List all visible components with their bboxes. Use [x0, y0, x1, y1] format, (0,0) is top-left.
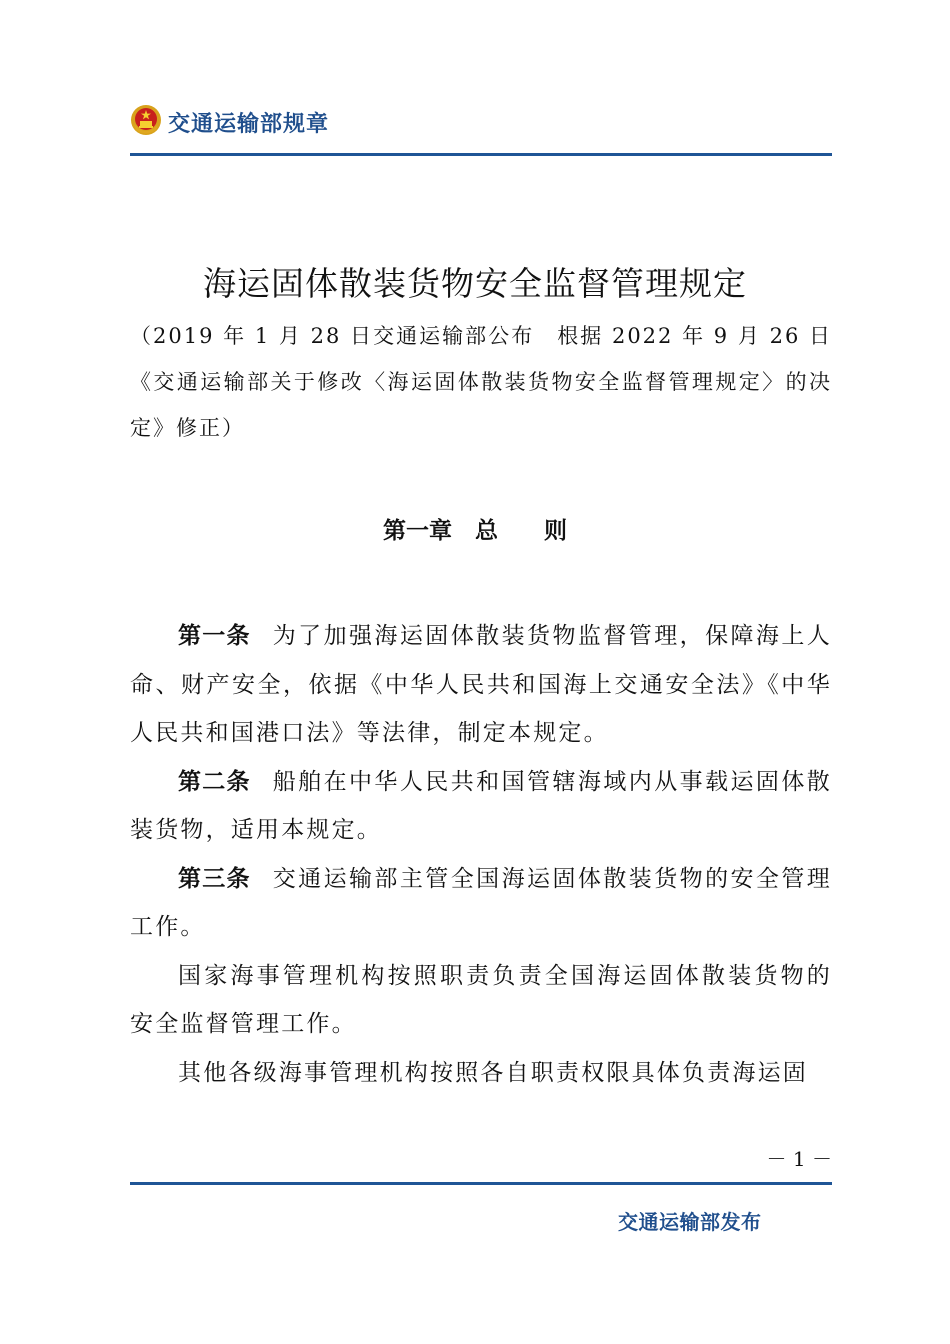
article-text: 为了加强海运固体散装货物监督管理，保障海上人命、财产安全，依据《中华人民共和国海上交通安全法》《中华人民共和国港口法》等法律，制定本规定。 — [130, 623, 832, 746]
paragraph: 国家海事管理机构按照职责负责全国海运固体散装货物的安全监督管理工作。 — [130, 962, 832, 1037]
article-text: 船舶在中华人民共和国管辖海域内从事载运固体散装货物，适用本规定。 — [130, 768, 832, 843]
article-number: 第二条 — [178, 768, 251, 795]
article-1 — [130, 612, 832, 758]
document-title: 海运固体散装货物安全监督管理规定 — [203, 264, 747, 303]
document-body — [130, 612, 832, 1097]
page-header — [130, 100, 832, 156]
chapter-heading: 第一章 总 则 — [383, 518, 567, 544]
article-2 — [130, 758, 832, 855]
footer-divider — [130, 1182, 832, 1185]
article-number: 第三条 — [178, 865, 251, 892]
article-text: 交通运输部主管全国海运固体散装货物的安全管理工作。 — [130, 865, 832, 940]
header-divider — [130, 153, 832, 156]
header-title: 交通运输部规章 — [168, 112, 330, 137]
national-emblem-icon — [130, 104, 162, 136]
page-number: － 1 － — [766, 1147, 832, 1171]
revision-note: （2019 年 1 月 28 日交通运输部公布 根据 2022 年 9 月 26 日《交通运输部关于修改〈海运固体散装货物安全监督管理规定〉的决定》修正） — [130, 324, 832, 440]
paragraph: 其他各级海事管理机构按照各自职责权限具体负责海运固 — [178, 1059, 808, 1086]
article-3 — [130, 855, 832, 952]
article-number: 第一条 — [178, 623, 251, 649]
footer-publisher: 交通运输部发布 — [618, 1210, 762, 1234]
